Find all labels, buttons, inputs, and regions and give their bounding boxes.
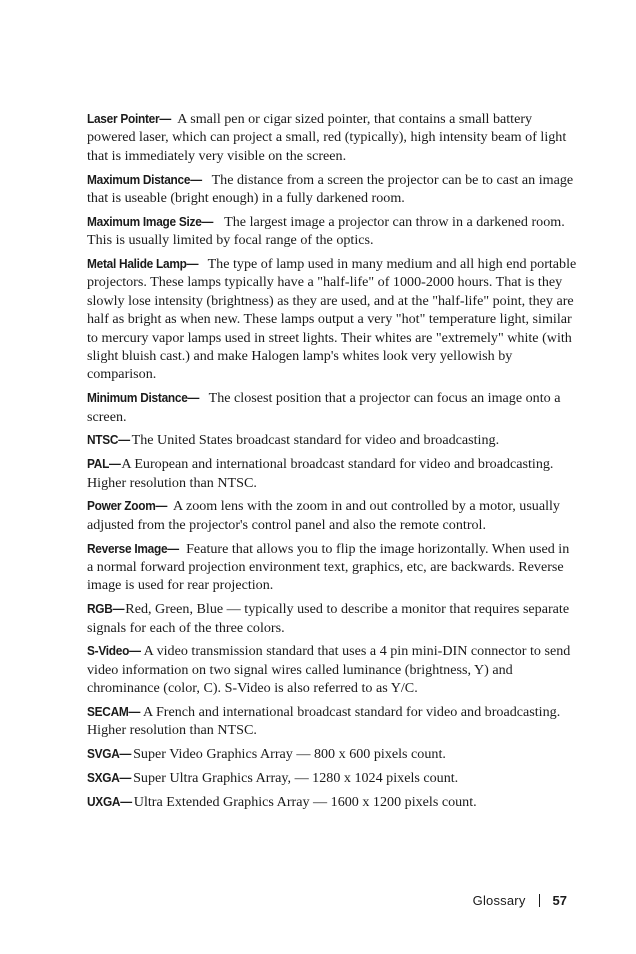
glossary-list	[87, 110, 579, 817]
glossary-entry-s-video	[87, 642, 579, 697]
glossary-term: Minimum Distance—	[87, 390, 200, 406]
glossary-term: Laser Pointer—	[87, 111, 171, 126]
footer-section-title: Glossary	[472, 893, 526, 908]
glossary-definition: A French and international broadcast standard for video and broadcasting. Higher resolution than NTSC.	[87, 704, 561, 739]
glossary-definition: Red, Green, Blue — typically used to describe a monitor that requires separate signals for each of the three colors.	[87, 601, 570, 636]
glossary-term: Maximum Distance—	[87, 171, 202, 187]
glossary-definition: Super Video Graphics Array — 800 x 600 pixels count.	[133, 746, 446, 763]
glossary-entry-maximum-image-size	[87, 213, 579, 250]
glossary-term: Power Zoom—	[87, 498, 168, 514]
glossary-definition: A European and international broadcast standard for video and broadcasting. Higher resolution than NTSC.	[87, 456, 554, 491]
glossary-definition: Super Ultra Graphics Array, — 1280 x 1024 pixels count.	[133, 770, 459, 787]
glossary-entry-rgb	[87, 600, 579, 637]
glossary-definition: A small pen or cigar sized pointer, that contains a small battery powered laser, which can project a small, red (typically), high intensity beam of light that is immediately very visible on the screen.	[87, 111, 567, 164]
glossary-entry-metal-halide-lamp	[87, 255, 579, 384]
glossary-entry-secam	[87, 703, 579, 740]
glossary-entry-sxga	[87, 769, 579, 787]
page-footer	[473, 893, 567, 908]
glossary-definition: Ultra Extended Graphics Array — 1600 x 1200 pixels count.	[133, 793, 477, 810]
glossary-entry-maximum-distance	[87, 171, 579, 208]
glossary-term: S-Video—	[87, 643, 141, 659]
glossary-entry-ntsc	[87, 431, 579, 449]
glossary-definition: The largest image a projector can throw in a darkened room. This is usually limited by focal range of the optics.	[87, 213, 565, 249]
glossary-term: NTSC—	[87, 432, 130, 448]
glossary-term: SECAM—	[87, 704, 141, 720]
glossary-entry-uxga	[87, 793, 579, 811]
glossary-term: UXGA—	[87, 793, 132, 809]
glossary-definition: The United States broadcast standard for video and broadcasting.	[131, 432, 500, 449]
glossary-definition: The closest position that a projector can focus an image onto a screen.	[87, 390, 561, 425]
glossary-entry-reverse-image	[87, 540, 579, 595]
glossary-entry-laser-pointer	[87, 110, 579, 165]
glossary-definition: Feature that allows you to flip the image horizontally. When used in a normal forward projection environment text, graphics, etc, are backwards. Reverse image is used for rear projection.	[87, 540, 570, 594]
glossary-definition: A zoom lens with the zoom in and out controlled by a motor, usually adjusted from the projector's control panel and also the remote control.	[87, 498, 560, 533]
glossary-entry-svga	[87, 745, 579, 763]
page-number: 57	[552, 893, 567, 908]
glossary-definition: The distance from a screen the projector can be to cast an image that is useable (bright enough) in a fully darkened room.	[87, 171, 574, 207]
glossary-term: PAL—	[87, 456, 121, 472]
glossary-term: SXGA—	[87, 770, 132, 786]
footer-separator	[539, 894, 540, 907]
glossary-definition: The type of lamp used in many medium and all high end portable projectors. These lamps typically have a "half-life" of 1000-2000 hours. That is they slowly lose intensity (brightness) as they are used, and at the "half-life" point, they are half as bright as when new. These lamps output a very "hot" temperature light, similar to mercury vapor lamps used in street lights. Their whites are "extremely" white (with slight bluish cast.) and make Halogen lamp's whites look very yellowish by comparison.	[87, 256, 577, 383]
glossary-term: Metal Halide Lamp—	[87, 256, 199, 272]
glossary-entry-minimum-distance	[87, 389, 579, 426]
glossary-term: Reverse Image—	[87, 540, 179, 556]
glossary-entry-power-zoom	[87, 497, 579, 534]
glossary-term: Maximum Image Size—	[87, 213, 214, 229]
glossary-term: SVGA—	[87, 746, 132, 762]
glossary-term: RGB—	[87, 601, 125, 617]
glossary-definition: A video transmission standard that uses a 4 pin mini-DIN connector to send video information on two signal wires called luminance (brightness, Y) and chrominance (color, C). S-Video is also referred to as Y/C.	[87, 643, 571, 697]
glossary-entry-pal	[87, 455, 579, 492]
